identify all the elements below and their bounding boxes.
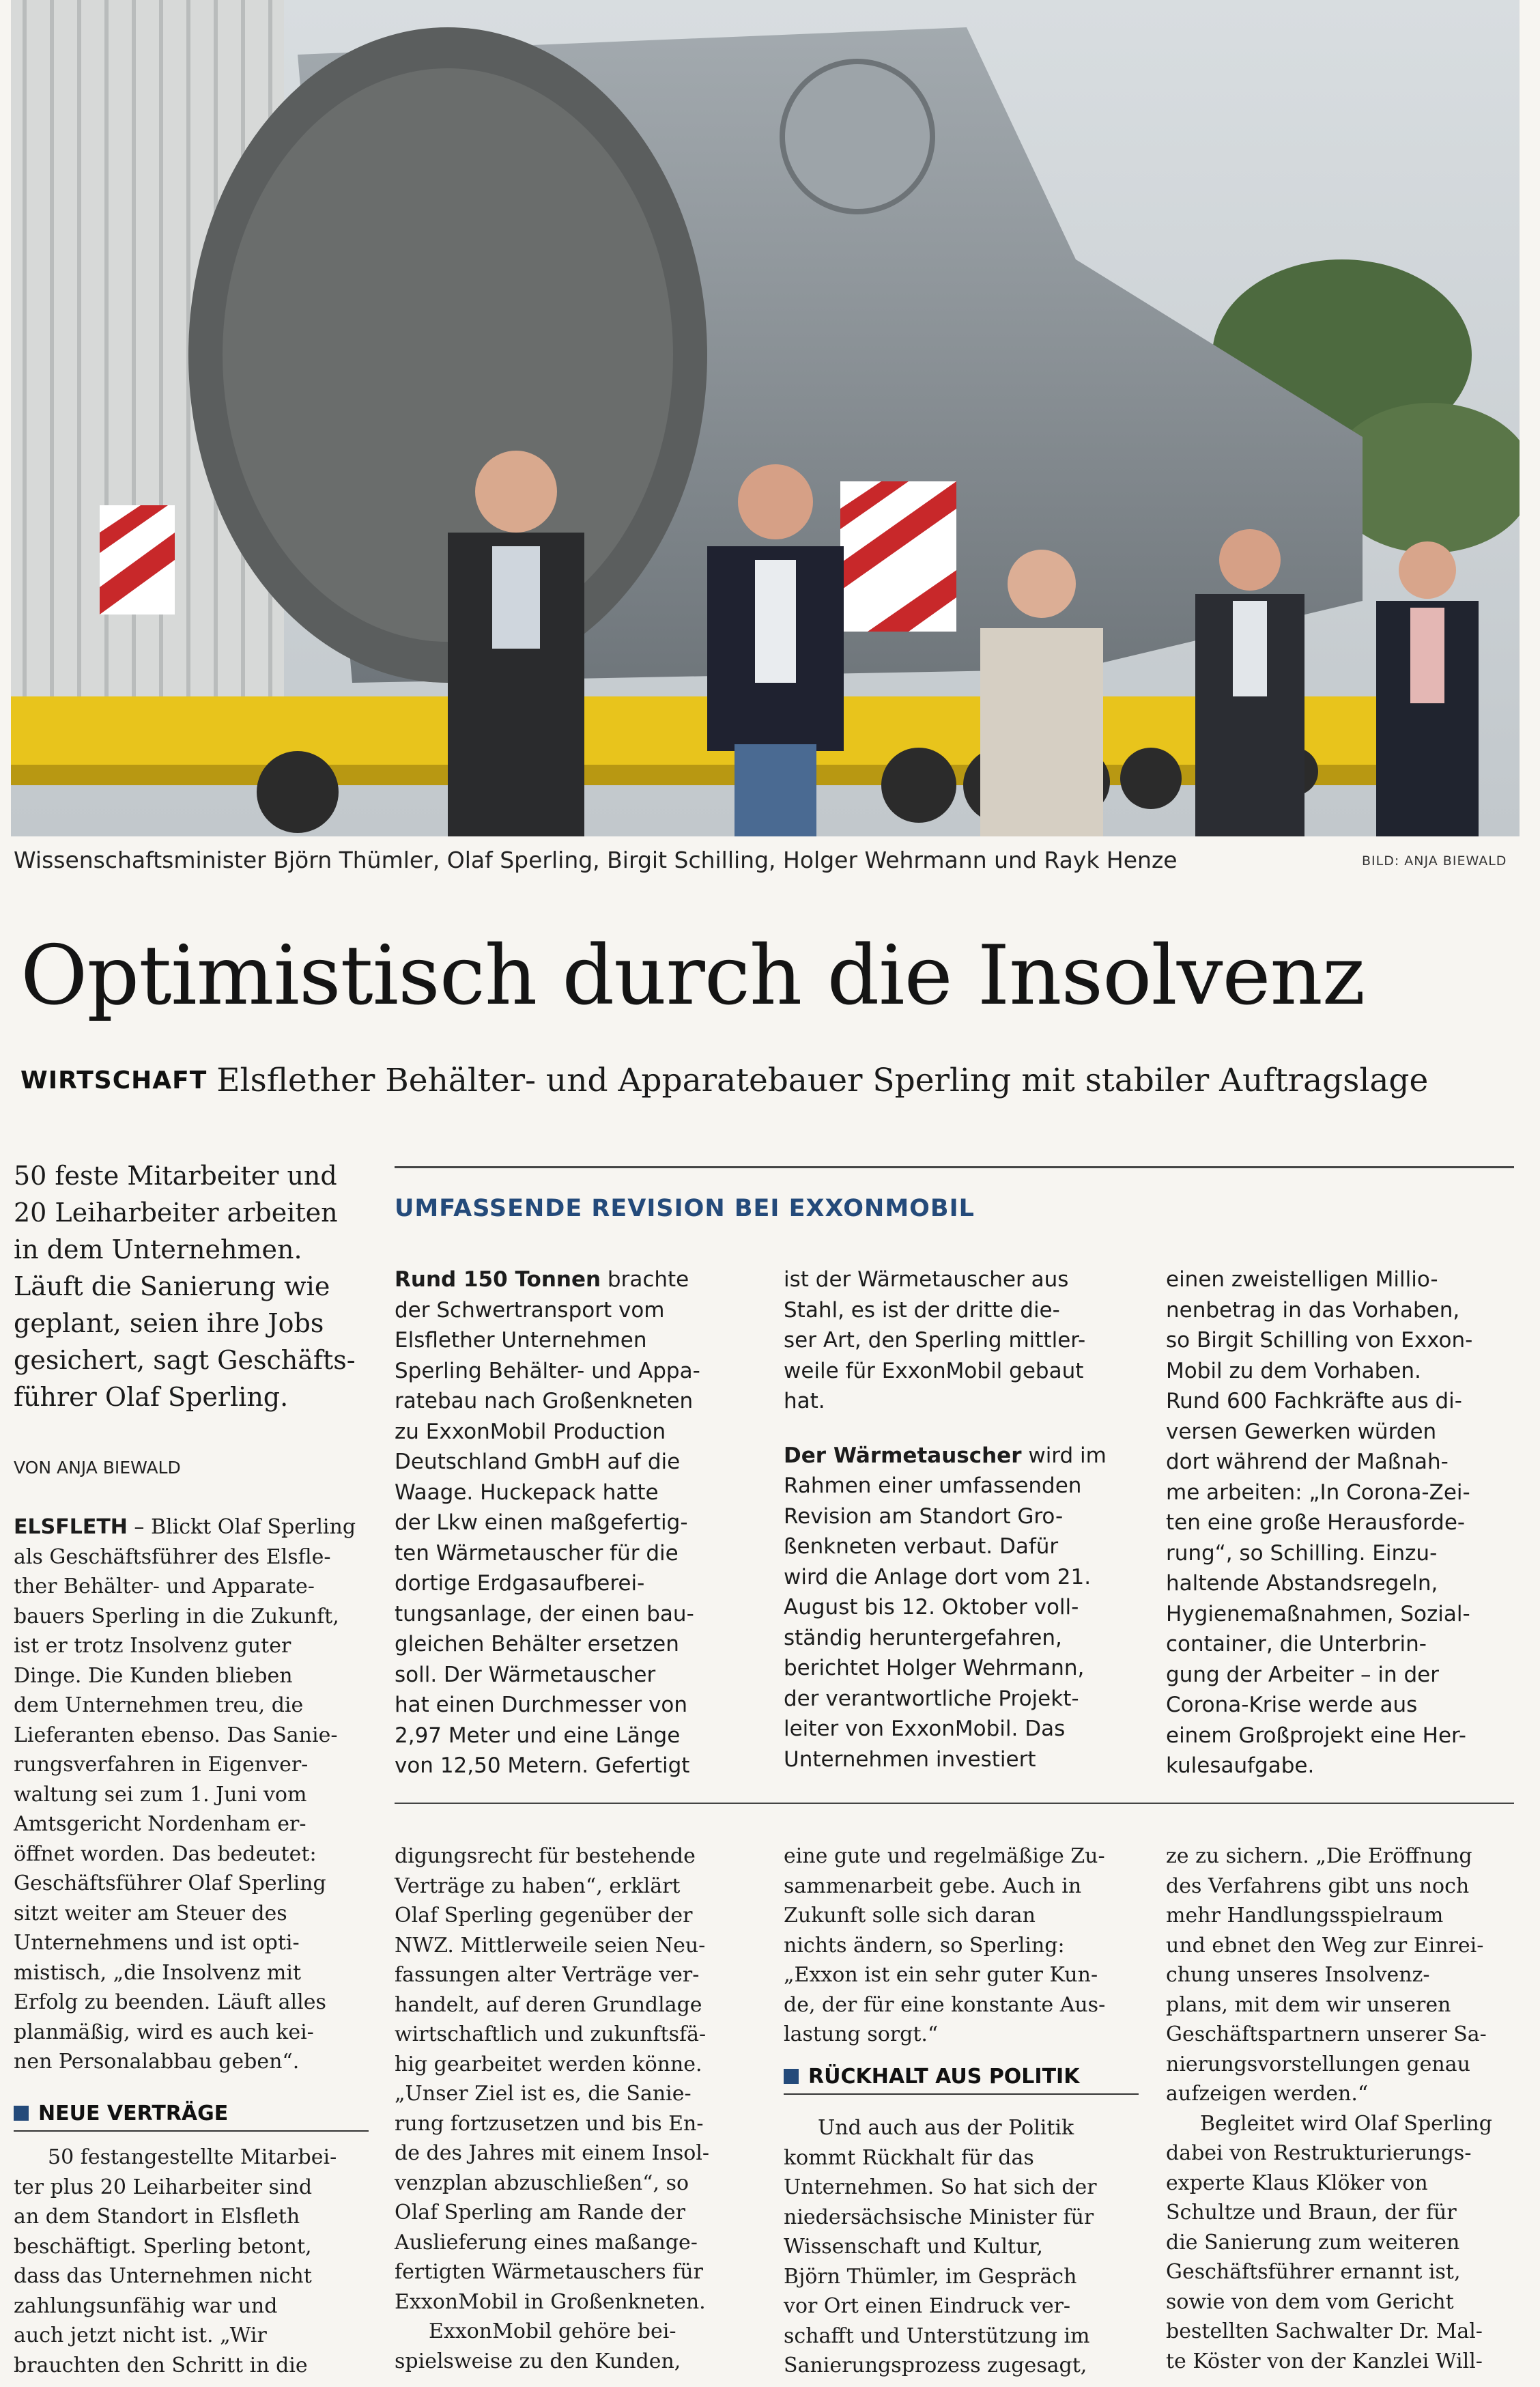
text-line: und ebnet den Weg zur Einrei- <box>1166 1933 1484 1958</box>
body-column-4 <box>1166 1841 1521 2376</box>
text-line: aufzeigen werden.“ <box>1166 2082 1369 2106</box>
text-line: als Geschäftsführer des Elsfle- <box>14 1544 331 1569</box>
text-line: „Unser Ziel ist es, die Sanie- <box>395 2082 691 2106</box>
text-line: Rund 600 Fachkräfte aus di- <box>1166 1389 1462 1413</box>
intro-line: gesichert, sagt Geschäfts- <box>14 1345 356 1375</box>
text-line: weile für ExxonMobil gebaut <box>784 1358 1084 1383</box>
text-line: ist der Wärmetauscher aus <box>784 1267 1069 1292</box>
text-line: Der Wärmetauscher wird im <box>784 1443 1107 1468</box>
text-line: der verantwortliche Projekt- <box>784 1686 1079 1711</box>
text-line: Unternehmens und ist opti- <box>14 1931 300 1955</box>
text-line: planmäßig, wird es auch kei- <box>14 2020 314 2044</box>
text-line: Schultze und Braun, der für <box>1166 2201 1457 2224</box>
text-line: ßenkneten verbaut. Dafür <box>784 1534 1059 1559</box>
text-line: container, die Unterbrin- <box>1166 1632 1427 1656</box>
section-heading-rueckhalt: RÜCKHALT AUS POLITIK <box>784 2065 1079 2089</box>
text-line: Waage. Huckepack hatte <box>395 1480 659 1505</box>
text-line: ständig heruntergefahren, <box>784 1625 1062 1650</box>
text-line: dort während der Maßnah- <box>1166 1450 1449 1474</box>
intro-line: in dem Unternehmen. <box>14 1234 302 1265</box>
body-column-2 <box>395 1841 750 2376</box>
text-line: rungsverfahren in Eigenver- <box>14 1753 309 1777</box>
intro-line: führer Olaf Sperling. <box>14 1382 289 1412</box>
text-line: bestellten Sachwalter Dr. Mal- <box>1166 2319 1483 2343</box>
text-line: rung fortzusetzen und bis En- <box>395 2111 704 2136</box>
text-line: Sperling Behälter- und Appa- <box>395 1358 700 1383</box>
text-line: waltung sei zum 1. Juni vom <box>14 1782 307 1807</box>
text-line: Lieferanten ebenso. Das Sanie- <box>14 1723 338 1747</box>
text-line: ten Wärmetauscher für die <box>395 1540 679 1566</box>
text-line: Björn Thümler, im Gespräch <box>784 2264 1077 2289</box>
text-line: lastung sorgt.“ <box>784 2022 939 2046</box>
text-line: „Exxon ist ein sehr guter Kun- <box>784 1963 1098 1987</box>
text-line: eine gute und regelmäßige Zu- <box>784 1844 1105 1868</box>
text-line: Corona-Krise werde aus <box>1166 1693 1418 1717</box>
text-line: fertigten Wärmetauschers für <box>395 2260 703 2284</box>
text-line: Erfolg zu beenden. Läuft alles <box>14 1990 326 2014</box>
box-bottom-rule <box>395 1803 1514 1804</box>
text-line: Geschäftspartnern unserer Sa- <box>1166 2022 1487 2046</box>
text-line: tungsanlage, der einen bau- <box>395 1601 694 1626</box>
text-line: ther Behälter- und Apparate- <box>14 1574 315 1598</box>
text-line: an dem Standort in Elsfleth <box>14 2205 300 2229</box>
text-line: hig gearbeitet werden könne. <box>395 2052 702 2076</box>
text-line: experte Klaus Klöker von <box>1166 2171 1428 2195</box>
text-line: dortige Erdgasaufberei- <box>395 1571 645 1596</box>
text-line: dass das Unternehmen nicht <box>14 2264 312 2288</box>
text-line: brauchten den Schritt in die <box>14 2353 308 2377</box>
text-line: zahlungsunfähig war und <box>14 2293 278 2318</box>
text-line: Auslieferung eines maßange- <box>395 2230 698 2255</box>
text-line: Dinge. Die Kunden blieben <box>14 1663 293 1688</box>
paragraph-gap <box>784 1417 1125 1441</box>
text-line: sammenarbeit gebe. Auch in <box>784 1874 1082 1898</box>
text-line: bauers Sperling in die Zukunft, <box>14 1604 339 1628</box>
subheadline-row <box>20 1062 1529 1099</box>
text-line: Zukunft solle sich daran <box>784 1904 1036 1927</box>
box-column-3 <box>1166 1265 1507 1781</box>
box-top-rule <box>395 1166 1514 1168</box>
intro-line: geplant, seien ihre Jobs <box>14 1308 324 1338</box>
text-line: wirtschaftlich und zukunftsfä- <box>395 2022 707 2046</box>
text-line: ser Art, den Sperling mittler- <box>784 1328 1086 1353</box>
box-lead: Rund 150 Tonnen <box>395 1267 601 1292</box>
text-line: hat. <box>784 1389 825 1413</box>
text-line: Hygienemaßnahmen, Sozial- <box>1166 1601 1470 1626</box>
text-line: 2,97 Meter und eine Länge <box>395 1723 681 1748</box>
text-line: soll. Der Wärmetauscher <box>395 1662 656 1687</box>
text-line: vor Ort einen Eindruck ver- <box>784 2294 1071 2318</box>
text-line: Deutschland GmbH auf die <box>395 1450 681 1474</box>
text-line: de des Jahres mit einem Insol- <box>395 2141 710 2165</box>
section-rule <box>14 2130 369 2132</box>
text-line: gung der Arbeiter – in der <box>1166 1662 1439 1687</box>
text-line: spielsweise zu den Kunden, <box>395 2349 681 2373</box>
text-line: so Birgit Schilling von Exxon- <box>1166 1328 1473 1353</box>
dateline: ELSFLETH <box>14 1515 128 1539</box>
box-lead: Der Wärmetauscher <box>784 1443 1022 1468</box>
text-line: Amtsgericht Nordenham er- <box>14 1812 306 1836</box>
text-line: hat einen Durchmesser von <box>395 1693 688 1717</box>
text-line: rung“, so Schilling. Einzu- <box>1166 1540 1438 1566</box>
box-heading: UMFASSENDE REVISION BEI EXXONMOBIL <box>395 1195 975 1222</box>
text-line: 50 festangestellte Mitarbei- <box>48 2145 337 2169</box>
article-photo <box>11 0 1520 836</box>
text-line: ze zu sichern. „Die Eröffnung <box>1166 1844 1472 1868</box>
text-line: der Schwertransport vom <box>395 1297 665 1323</box>
text-line: fassungen alter Verträge ver- <box>395 1963 700 1987</box>
text-line: mehr Handlungsspielraum <box>1166 1904 1444 1927</box>
text-line: Geschäftsführer ernannt ist, <box>1166 2260 1461 2284</box>
section-rule <box>784 2093 1139 2095</box>
text-line: nenbetrag in das Vorhaben, <box>1166 1297 1460 1323</box>
text-line: ExxonMobil in Großenkneten. <box>395 2289 706 2314</box>
headline: Optimistisch durch die Insolvenz <box>20 929 1365 1023</box>
text-line: dabei von Restrukturierungs- <box>1166 2141 1472 2165</box>
text-line: gleichen Behälter ersetzen <box>395 1632 679 1656</box>
text-line: Rahmen einer umfassenden <box>784 1473 1082 1498</box>
photo-credit: BILD: ANJA BIEWALD <box>1362 853 1507 868</box>
text-line: Unternehmen investiert <box>784 1747 1036 1772</box>
text-line: kulesaufgabe. <box>1166 1753 1315 1778</box>
text-line: Geschäftsführer Olaf Sperling <box>14 1872 326 1895</box>
text-line: digungsrecht für bestehende <box>395 1844 696 1868</box>
intro-line: 50 feste Mitarbeiter und <box>14 1161 337 1191</box>
square-bullet-icon <box>784 2069 799 2084</box>
text-line: handelt, auf deren Grundlage <box>395 1992 702 2017</box>
text-line: Verträge zu haben“, erklärt <box>395 1874 681 1898</box>
text-line: plans, mit dem wir unseren <box>1166 1992 1451 2017</box>
text-line: sowie von dem vom Gericht <box>1166 2289 1454 2314</box>
text-line: von 12,50 Metern. Gefertigt <box>395 1753 690 1778</box>
box-column-2 <box>784 1265 1125 1775</box>
text-line: öffnet worden. Das bedeutet: <box>14 1841 317 1866</box>
text-line: mistisch, „die Insolvenz mit <box>14 1960 301 1985</box>
text-line: ratebau nach Großenkneten <box>395 1389 694 1413</box>
text-line: Und auch aus der Politik <box>818 2116 1074 2140</box>
section-heading-neue-vertraege: NEUE VERTRÄGE <box>14 2102 228 2125</box>
text-line: ten eine große Herausforde- <box>1166 1510 1466 1535</box>
text-line: einem Großprojekt eine Her- <box>1166 1723 1466 1748</box>
photo-caption: Wissenschaftsminister Björn Thümler, Olaf Sperling, Birgit Schilling, Holger Wehrmann und Rayk Henze <box>14 847 1178 873</box>
text-line: Rund 150 Tonnen brachte <box>395 1267 689 1292</box>
text-line: zu ExxonMobil Production <box>395 1419 666 1444</box>
intro-line: 20 Leiharbeiter arbeiten <box>14 1198 338 1228</box>
text-line: wird die Anlage dort vom 21. <box>784 1564 1092 1590</box>
text-line: versen Gewerken würden <box>1166 1419 1437 1444</box>
text-line: nen Personalabbau geben“. <box>14 2050 300 2074</box>
text-line: Unternehmen. So hat sich der <box>784 2175 1097 2199</box>
body-column-3-section <box>784 2113 1139 2381</box>
text-line: des Verfahrens gibt uns noch <box>1166 1874 1470 1898</box>
text-line: de, der für eine konstante Aus- <box>784 1992 1106 2017</box>
body-column-1-section <box>14 2143 369 2380</box>
photo-illustration <box>11 0 1520 836</box>
text-line: kommt Rückhalt für das <box>784 2145 1034 2170</box>
text-line: Elsflether Unternehmen <box>395 1328 647 1353</box>
byline: VON ANJA BIEWALD <box>14 1458 181 1478</box>
text-line: haltende Abstandsregeln, <box>1166 1571 1438 1596</box>
box-column-1 <box>395 1265 736 1781</box>
text-line: Revision am Standort Gro- <box>784 1503 1064 1529</box>
intro-line: Läuft die Sanierung wie <box>14 1271 330 1301</box>
text-line: Mobil zu dem Vorhaben. <box>1166 1358 1421 1383</box>
text-line: te Köster von der Kanzlei Will- <box>1166 2349 1483 2373</box>
text-line: me arbeiten: „In Corona-Zei- <box>1166 1480 1470 1505</box>
text-line: August bis 12. Oktober voll- <box>784 1595 1079 1620</box>
text-line: Wissenschaft und Kultur, <box>784 2235 1043 2259</box>
text-line: ter plus 20 Leiharbeiter sind <box>14 2175 313 2199</box>
text-line: dem Unternehmen treu, die <box>14 1693 304 1717</box>
text-line: ist er trotz Insolvenz guter <box>14 1634 291 1658</box>
subheadline: Elsflether Behälter- und Apparatebauer Sperling mit stabiler Auftragslage <box>216 1062 1429 1099</box>
text-line: berichtet Holger Wehrmann, <box>784 1656 1085 1680</box>
text-line: schafft und Unterstützung im <box>784 2324 1090 2348</box>
square-bullet-icon <box>14 2106 29 2121</box>
text-line: leiter von ExxonMobil. Das <box>784 1717 1066 1741</box>
text-line: Olaf Sperling am Rande der <box>395 2201 685 2224</box>
text-line: der Lkw einen maßgefertig- <box>395 1510 688 1535</box>
text-line: die Sanierung zum weiteren <box>1166 2230 1460 2255</box>
text-line: nichts ändern, so Sperling: <box>784 1933 1065 1958</box>
text-line: auch jetzt nicht ist. „Wir <box>14 2324 267 2347</box>
text-line: NWZ. Mittlerweile seien Neu- <box>395 1933 706 1958</box>
text-line: Sanierungsprozess zugesagt, <box>784 2354 1087 2377</box>
text-line: sitzt weiter am Steuer des <box>14 1901 287 1925</box>
text-line: venzplan abzuschließen“, so <box>395 2171 689 2195</box>
rubric: WIRTSCHAFT <box>20 1067 208 1094</box>
text-line: Begleitet wird Olaf Sperling <box>1200 2111 1492 2136</box>
text-line: chung unseres Insolvenz- <box>1166 1963 1430 1987</box>
text-line: Olaf Sperling gegenüber der <box>395 1904 693 1927</box>
text-line: nierungsvorstellungen genau <box>1166 2052 1470 2076</box>
text-line: niedersächsische Minister für <box>784 2205 1094 2229</box>
text-line: einen zweistelligen Millio- <box>1166 1267 1438 1292</box>
body-column-3 <box>784 1841 1139 2050</box>
body-column-1 <box>14 1512 369 2077</box>
text-line: ExxonMobil gehöre bei- <box>429 2319 676 2343</box>
text-line: Stahl, es ist der dritte die- <box>784 1297 1060 1323</box>
text-line: beschäftigt. Sperling betont, <box>14 2234 312 2259</box>
text-line: ELSFLETH – Blickt Olaf Sperling <box>14 1515 356 1539</box>
intro-text <box>14 1157 369 1415</box>
